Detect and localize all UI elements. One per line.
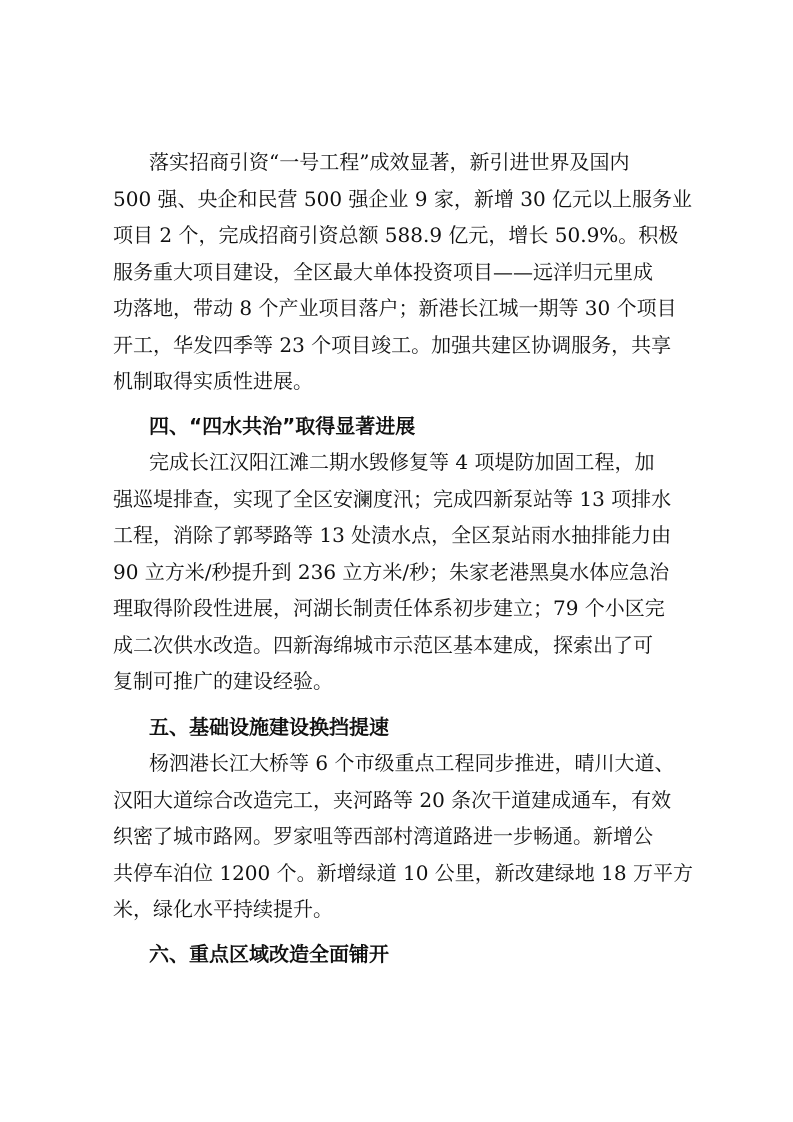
paragraph-line: 服务重大项目建设，全区最大单体投资项目——远洋归元里成 (113, 259, 653, 284)
paragraph-line: 共停车泊位 1200 个。新增绿道 10 公里，新改建绿地 18 万平方 (113, 860, 693, 885)
paragraph-line: 复制可推广的建设经验。 (113, 669, 333, 693)
paragraph-line: 完成长江汉阳江滩二期水毁修复等 4 项堤防加固工程，加 (149, 450, 655, 474)
paragraph-line: 500 强、央企和民营 500 强企业 9 家，新增 30 亿元以上服务业 (113, 186, 693, 211)
paragraph-line: 米，绿化水平持续提升。 (113, 897, 333, 921)
paragraph-line: 织密了城市路网。罗家咀等西部村湾道路进一步畅通。新增公 (113, 824, 653, 848)
section-heading-key-areas: 六、重点区域改造全面铺开 (149, 942, 389, 966)
paragraph-line: 机制取得实质性进展。 (113, 369, 313, 393)
paragraph-line: 功落地，带动 8 个产业项目落户；新港长江城一期等 30 个项目 (113, 296, 677, 320)
paragraph-line: 汉阳大道综合改造完工，夹河路等 20 条次干道建成通车，有效 (113, 787, 672, 812)
paragraph-line: 开工，华发四季等 23 个项目竣工。加强共建区协调服务，共享 (113, 332, 672, 357)
paragraph-line: 杨泗港长江大桥等 6 个市级重点工程同步推进，晴川大道、 (149, 751, 675, 775)
section-heading-infrastructure: 五、基础设施建设换挡提速 (149, 715, 389, 739)
paragraph-line: 落实招商引资“一号工程”成效显著，新引进世界及国内 (149, 150, 630, 174)
paragraph-line: 项目 2 个，完成招商引资总额 588.9 亿元，增长 50.9%。积极 (113, 223, 679, 247)
paragraph-line: 理取得阶段性进展，河湖长制责任体系初步建立；79 个小区完 (113, 596, 665, 620)
section-heading-water-governance: 四、“四水共治”取得显著进展 (149, 414, 416, 438)
paragraph-investment (113, 144, 693, 400)
paragraph-infrastructure (113, 745, 693, 928)
paragraph-line: 强巡堤排查，实现了全区安澜度汛；完成四新泵站等 13 项排水 (113, 486, 672, 511)
paragraph-water-governance (113, 444, 693, 700)
paragraph-line: 工程，消除了郭琴路等 13 处渍水点，全区泵站雨水抽排能力由 (113, 523, 672, 547)
paragraph-line: 90 立方米/秒提升到 236 立方米/秒；朱家老港黑臭水体应急治 (113, 559, 670, 584)
paragraph-line: 成二次供水改造。四新海绵城市示范区基本建成，探索出了可 (113, 632, 653, 657)
